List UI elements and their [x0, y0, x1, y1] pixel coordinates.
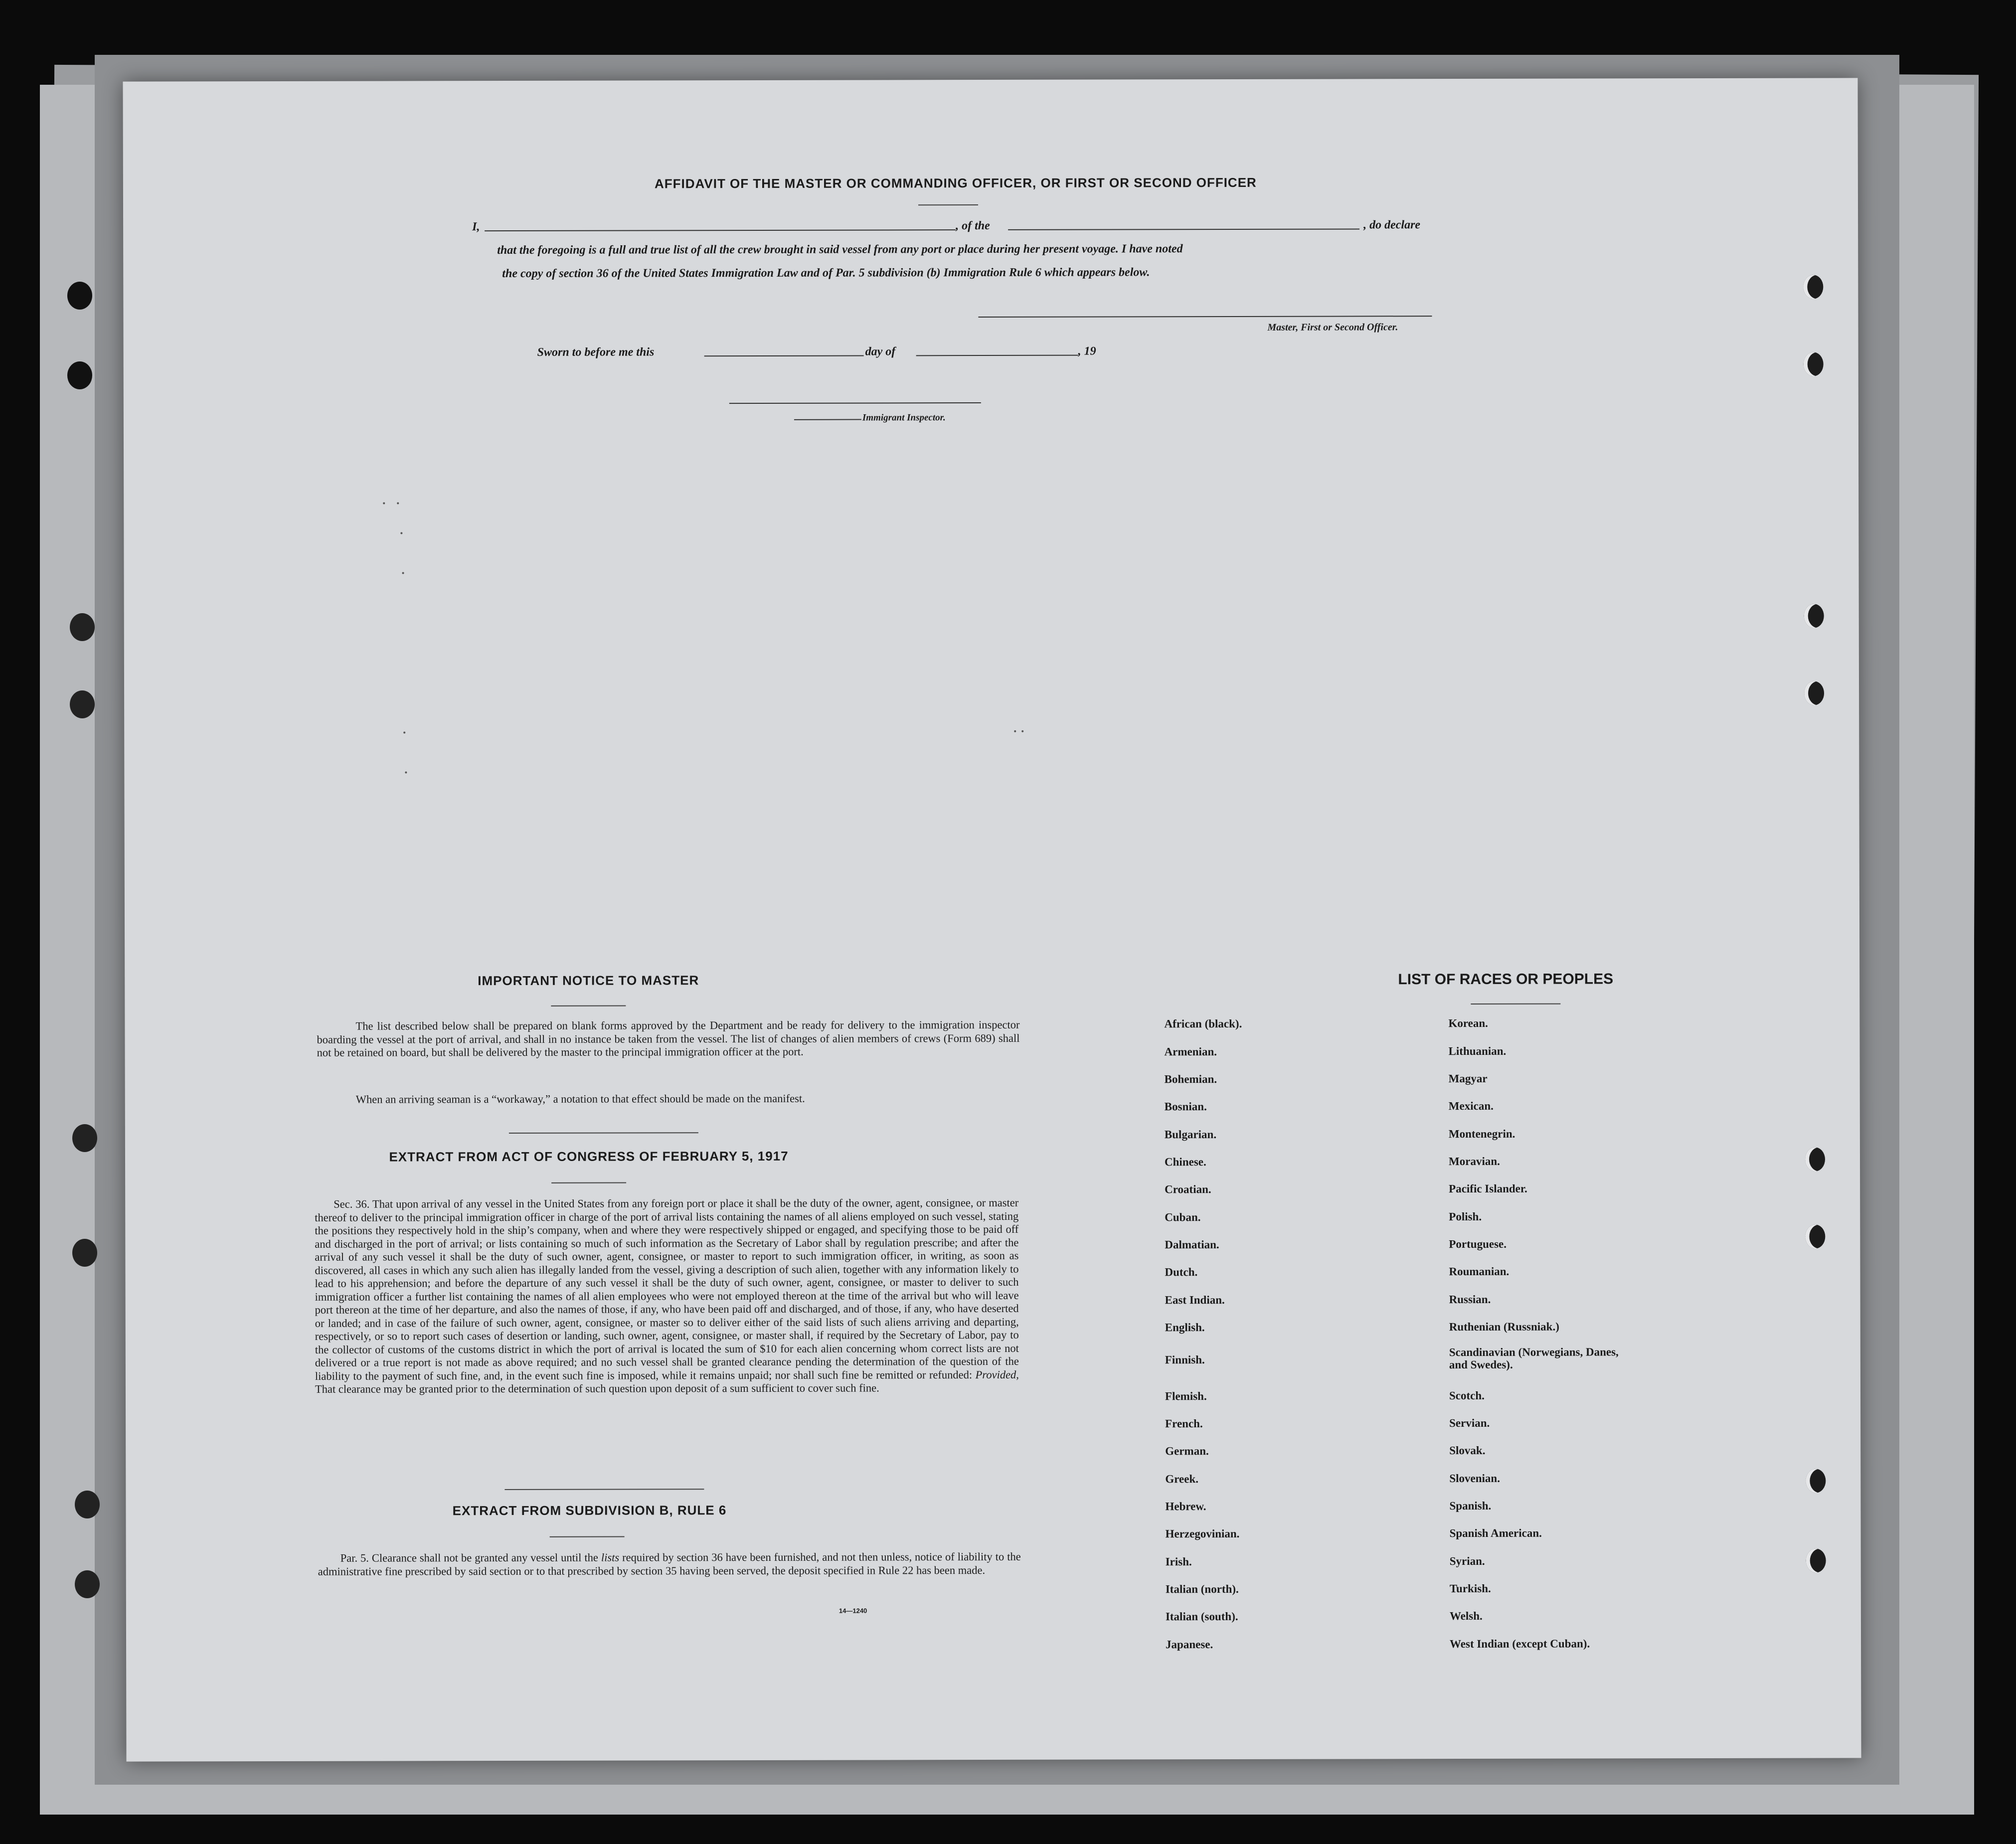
race-item: Spanish. — [1449, 1499, 1492, 1512]
section-body: That upon arrival of any vessel in the United States from any foreign port or place it shall be the duty of the owner, agent, consignee, or master thereof to deliver to the principal immigration officer in charge of the port of arrival lists containing the names of all aliens employed on such vessel, stating the positions they respectively hold in the ship’s company, when and where they were respectively shipped or engaged, and specifying those to be paid off and discharged in the port of arrival; or lists containing so much of such information as the Secretary of Labor shall by regulation prescribe; and after the arrival of any such vessel it shall be the duty of such owner, agent, consignee, or master to report to such immigration officer, in writing, as soon as discovered, all cases in which any such alien has illegally landed from the vessel, giving a description of such alien, together with any information likely to lead to his apprehension; and before the departure of any such vessel it shall be the duty of such owner, agent, consignee, or master to deliver to such immigration officer a further list containing the names of all alien employees who were not employed thereon at the time of the arrival but who will leave port thereon at the time of her departure, and also the names of those, if any, who have been paid off and discharged, and of those, if any, who have deserted or landed; and in case of the failure of such owner, agent, consignee, or master so to deliver either of the said lists of such aliens arriving and departing, respectively, or so to report such cases of desertion or landing, such owner, agent, consignee, or master shall, if required by the Secretary of Labor, pay to the collector of customs of the customs district in which the port of arrival is located the sum of $10 for each alien concerning whom correct lists are not delivered or a true report is not made as above required; and no such vessel shall be granted clearance pending the determination of the question of the liability to the payment of such fine, and, in the event such fine is imposed, while it remains unpaid; nor shall such fine be remitted or refunded: — [315, 1196, 1019, 1382]
affidavit-line-2: that the foregoing is a full and true list of all the crew brought in said vessel from any port or place during her present voyage. I have noted — [497, 242, 1183, 257]
extract-act-title: EXTRACT FROM ACT OF CONGRESS OF FEBRUARY 5, 1917 — [389, 1148, 789, 1165]
affidavit-line-3: the copy of section 36 of the United States Immigration Law and of Par. 5 subdivision (b) Immigration Rule 6 which appears below. — [502, 266, 1150, 281]
inspector-short-line — [794, 419, 861, 420]
race-item: Turkish. — [1449, 1582, 1491, 1595]
divider — [509, 1132, 698, 1134]
sworn-year: , 19 — [1078, 344, 1096, 358]
race-item: Italian (north). — [1165, 1582, 1239, 1596]
race-item: African (black). — [1164, 1017, 1242, 1030]
race-item: Roumanian. — [1449, 1265, 1510, 1278]
signature-line — [978, 316, 1432, 318]
punch-hole — [1806, 1469, 1826, 1493]
divider — [504, 1489, 704, 1490]
punch-hole — [1803, 275, 1823, 299]
sworn-month-line — [916, 355, 1078, 356]
speck — [1014, 730, 1016, 732]
race-item: Italian (south). — [1165, 1610, 1238, 1623]
speck — [1021, 730, 1023, 732]
proviso-label: Provided, — [975, 1368, 1019, 1381]
punch-hole — [1806, 1548, 1826, 1572]
affidavit-i-label: I, — [472, 220, 480, 234]
inspector-signature-line — [729, 402, 981, 404]
rule-text-b: required by section 36 have been furnished, and not then unless, notice of liability to the administrative fine prescribed by said section or to that prescribed by section 35 having been served, the deposit specified in Rule 22 has been made. — [318, 1550, 1021, 1578]
race-item: Bulgarian. — [1164, 1128, 1217, 1141]
binder-hole — [75, 1570, 100, 1598]
race-item: Spanish American. — [1449, 1526, 1542, 1540]
binder-hole — [70, 613, 95, 641]
race-item: Magyar — [1448, 1072, 1488, 1085]
race-item: Ruthenian (Russniak.) — [1449, 1320, 1559, 1334]
race-item: Cuban. — [1165, 1211, 1201, 1224]
binder-hole — [72, 1239, 97, 1267]
race-item: Hebrew. — [1165, 1500, 1206, 1513]
divider — [550, 1536, 625, 1537]
notice-title: IMPORTANT NOTICE TO MASTER — [478, 973, 699, 989]
sworn-prefix: Sworn to before me this — [537, 345, 655, 359]
extract-rule-title: EXTRACT FROM SUBDIVISION B, RULE 6 — [452, 1503, 727, 1518]
binder-hole — [75, 1491, 100, 1518]
notice-paragraph-1: The list described below shall be prepared on blank forms approved by the Department and be ready for delivery to the immigration inspector boarding the vessel at the port of arrival, and shall in no instance be taken from the vessel. The list of changes of alien members of crews (Form 689) shall not be retained on board, but shall be delivered by the master to the principal immigration officer at the port. — [317, 1018, 1020, 1059]
race-item: Slovenian. — [1449, 1472, 1500, 1485]
proviso-text: That clearance may be granted prior to the determination of such question upon deposit of a sum sufficient to cover such fine. — [315, 1381, 879, 1395]
notice-paragraph-2: When an arriving seaman is a “workaway,” a notation to that effect should be made on the manifest. — [355, 1092, 805, 1106]
race-item: Polish. — [1449, 1210, 1482, 1223]
sworn-day-of: day of — [865, 345, 896, 358]
race-item: Mexican. — [1448, 1099, 1494, 1113]
race-item: English. — [1165, 1321, 1205, 1334]
races-title: LIST OF RACES OR PEOPLES — [1398, 971, 1614, 988]
speck — [405, 771, 407, 773]
race-item: German. — [1165, 1445, 1209, 1458]
name-blank-line — [485, 229, 956, 231]
speck — [403, 731, 405, 733]
rule-text-italic: lists — [601, 1551, 620, 1564]
race-item: Lithuanian. — [1448, 1044, 1507, 1058]
race-item: Croatian. — [1165, 1183, 1211, 1196]
race-item: Scandinavian (Norwegians, Danes, and Swedes). — [1449, 1345, 1619, 1371]
race-item: Herzegovinian. — [1165, 1527, 1240, 1540]
race-item: Dalmatian. — [1165, 1238, 1219, 1251]
speck — [402, 572, 404, 574]
race-item: Bosnian. — [1164, 1100, 1207, 1113]
race-item: Greek. — [1165, 1473, 1199, 1486]
race-item: Slovak. — [1449, 1444, 1486, 1457]
punch-hole — [1804, 352, 1824, 376]
binder-hole — [70, 690, 95, 718]
divider — [1471, 1004, 1560, 1005]
inspector-label: Immigrant Inspector. — [862, 412, 946, 423]
race-item: West Indian (except Cuban). — [1450, 1637, 1590, 1651]
race-item: Bohemian. — [1164, 1073, 1217, 1086]
race-item: Chinese. — [1164, 1156, 1206, 1169]
race-item: Montenegrin. — [1448, 1127, 1515, 1141]
race-item: Scotch. — [1449, 1389, 1485, 1402]
divider — [551, 1182, 626, 1183]
race-item: Flemish. — [1165, 1390, 1207, 1403]
punch-hole — [1805, 1225, 1825, 1249]
rule-6-text — [318, 1550, 1021, 1578]
affidavit-declare-label: , do declare — [1363, 218, 1421, 232]
punch-hole — [1804, 681, 1824, 705]
binder-hole — [72, 1124, 97, 1152]
race-item: Russian. — [1449, 1293, 1491, 1306]
speck — [400, 532, 402, 534]
race-item: Armenian. — [1164, 1045, 1217, 1058]
speck — [383, 503, 385, 504]
race-item: Dutch. — [1165, 1266, 1198, 1279]
sworn-day-line — [704, 355, 864, 357]
rule-text-a: Par. 5. Clearance shall not be granted any vessel until the — [340, 1551, 598, 1564]
vessel-blank-line — [1008, 228, 1359, 230]
race-item: East Indian. — [1165, 1294, 1225, 1307]
race-item: Pacific Islander. — [1449, 1182, 1527, 1195]
punch-hole — [1805, 1148, 1825, 1172]
section-36-text — [315, 1196, 1019, 1396]
race-item: French. — [1165, 1417, 1203, 1430]
race-item: Welsh. — [1449, 1609, 1483, 1623]
race-item: Irish. — [1165, 1555, 1192, 1568]
race-item: Korean. — [1448, 1016, 1488, 1030]
signature-label: Master, First or Second Officer. — [1267, 322, 1398, 333]
binder-hole — [67, 282, 92, 310]
affidavit-of-the-label: , of the — [956, 219, 990, 233]
race-item: Moravian. — [1448, 1155, 1500, 1168]
divider — [918, 204, 978, 205]
race-item: Japanese. — [1166, 1638, 1213, 1651]
affidavit-title: AFFIDAVIT OF THE MASTER OR COMMANDING OFFICER, OR FIRST OR SECOND OFFICER — [654, 174, 1257, 191]
speck — [397, 502, 399, 504]
race-item: Portuguese. — [1449, 1237, 1507, 1251]
affidavit-page — [123, 78, 1861, 1761]
race-item: Servian. — [1449, 1416, 1490, 1430]
binder-hole — [67, 361, 92, 389]
section-label: Sec. 36. — [334, 1197, 370, 1210]
punch-hole — [1804, 604, 1824, 628]
race-item: Finnish. — [1165, 1353, 1205, 1366]
race-item: Syrian. — [1449, 1554, 1485, 1568]
form-number: 14—1240 — [839, 1607, 867, 1615]
